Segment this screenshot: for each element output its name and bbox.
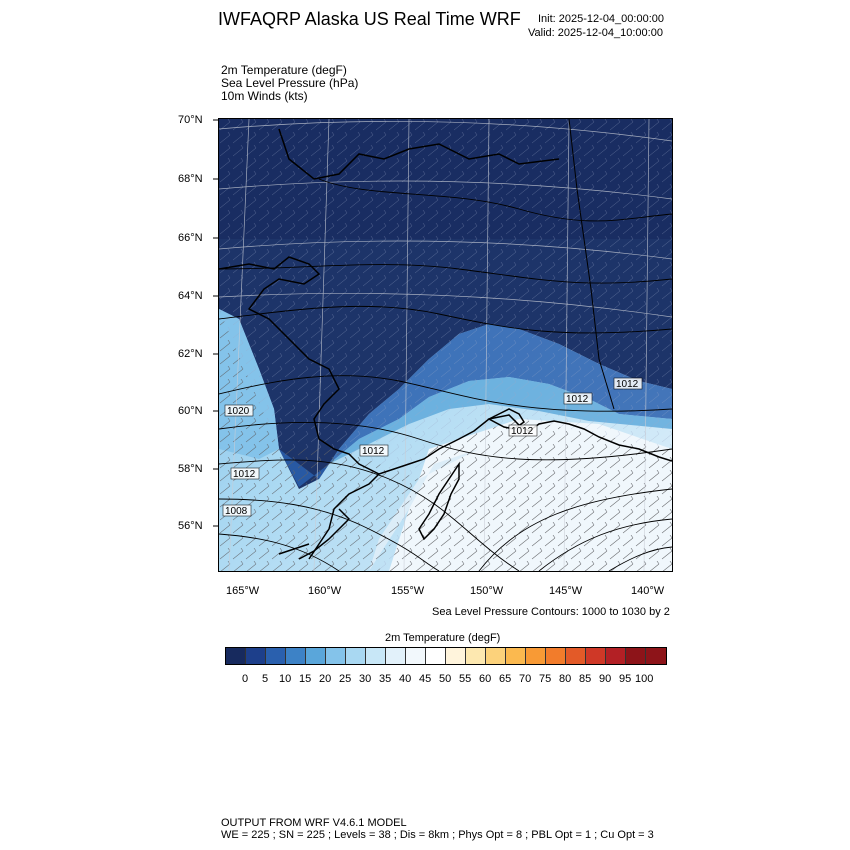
colorbar-cell — [586, 648, 606, 664]
lon-label: 145°W — [549, 585, 583, 597]
lat-ticks — [205, 110, 225, 580]
colorbar-cell — [326, 648, 346, 664]
colorbar-cell — [446, 648, 466, 664]
isobar-label: 1012 — [233, 469, 256, 480]
lat-label: 62°N — [178, 348, 203, 360]
colorbar-cell — [226, 648, 246, 664]
colorbar-title: 2m Temperature (degF) — [385, 632, 501, 644]
colorbar-label: 70 — [519, 673, 532, 685]
colorbar-label: 35 — [379, 673, 392, 685]
temperature-colorbar — [225, 647, 667, 665]
colorbar-label: 90 — [599, 673, 612, 685]
colorbar-cell — [646, 648, 666, 664]
colorbar-label: 20 — [319, 673, 332, 685]
model-config: WE = 225 ; SN = 225 ; Levels = 38 ; Dis = 8km ; Phys Opt = 8 ; PBL Opt = 1 ; Cu Opt = 3 — [221, 829, 654, 841]
isobar-label: 1020 — [227, 406, 250, 417]
lon-label: 165°W — [226, 585, 260, 597]
isobar-label: 1012 — [616, 379, 639, 390]
colorbar-cell — [466, 648, 486, 664]
colorbar-cell — [266, 648, 286, 664]
colorbar-cell — [526, 648, 546, 664]
colorbar-label: 65 — [499, 673, 512, 685]
lon-label: 150°W — [470, 585, 504, 597]
colorbar-label: 10 — [279, 673, 292, 685]
colorbar-label: 45 — [419, 673, 432, 685]
variable-winds: 10m Winds (kts) — [221, 89, 308, 103]
variable-pressure: Sea Level Pressure (hPa) — [221, 76, 359, 90]
colorbar-label: 75 — [539, 673, 552, 685]
colorbar-label: 50 — [439, 673, 452, 685]
init-time: Init: 2025-12-04_00:00:00 — [538, 13, 664, 25]
colorbar-label: 0 — [242, 673, 249, 685]
colorbar-cell — [246, 648, 266, 664]
map-canvas — [219, 119, 672, 571]
isobar-label: 1012 — [511, 426, 534, 437]
isobar-label: 1012 — [362, 446, 385, 457]
colorbar-label: 60 — [479, 673, 492, 685]
colorbar-cell — [506, 648, 526, 664]
colorbar-cell — [346, 648, 366, 664]
colorbar-label: 85 — [579, 673, 592, 685]
colorbar-cell — [626, 648, 646, 664]
isobar-label: 1012 — [566, 394, 589, 405]
isobar-label: 1008 — [225, 506, 248, 517]
lat-label: 64°N — [178, 290, 203, 302]
lon-label: 140°W — [631, 585, 665, 597]
colorbar-label: 30 — [359, 673, 372, 685]
weather-map — [218, 118, 673, 572]
colorbar-label: 5 — [262, 673, 269, 685]
variable-temperature: 2m Temperature (degF) — [221, 63, 347, 77]
colorbar-label: 25 — [339, 673, 352, 685]
colorbar-cell — [386, 648, 406, 664]
colorbar-cell — [546, 648, 566, 664]
lon-label: 160°W — [308, 585, 342, 597]
colorbar-label: 15 — [299, 673, 312, 685]
colorbar-label: 95 — [619, 673, 632, 685]
colorbar-cell — [606, 648, 626, 664]
lon-label: 155°W — [391, 585, 425, 597]
model-info: OUTPUT FROM WRF V4.6.1 MODEL — [221, 817, 407, 829]
colorbar-label: 55 — [459, 673, 472, 685]
colorbar-cell — [366, 648, 386, 664]
colorbar-label: 100 — [635, 673, 654, 685]
colorbar-cell — [566, 648, 586, 664]
map-title: IWFAQRP Alaska US Real Time WRF — [218, 9, 521, 29]
lat-label: 66°N — [178, 232, 203, 244]
lat-label: 70°N — [178, 114, 203, 126]
colorbar-cell — [426, 648, 446, 664]
colorbar-cell — [406, 648, 426, 664]
colorbar-cell — [306, 648, 326, 664]
colorbar-cell — [486, 648, 506, 664]
contour-note: Sea Level Pressure Contours: 1000 to 1030 by 2 — [432, 606, 670, 618]
lat-label: 56°N — [178, 520, 203, 532]
colorbar-cell — [286, 648, 306, 664]
lat-label: 58°N — [178, 463, 203, 475]
colorbar-label: 40 — [399, 673, 412, 685]
valid-time: Valid: 2025-12-04_10:00:00 — [528, 27, 663, 39]
lat-label: 60°N — [178, 405, 203, 417]
colorbar-label: 80 — [559, 673, 572, 685]
lat-label: 68°N — [178, 173, 203, 185]
